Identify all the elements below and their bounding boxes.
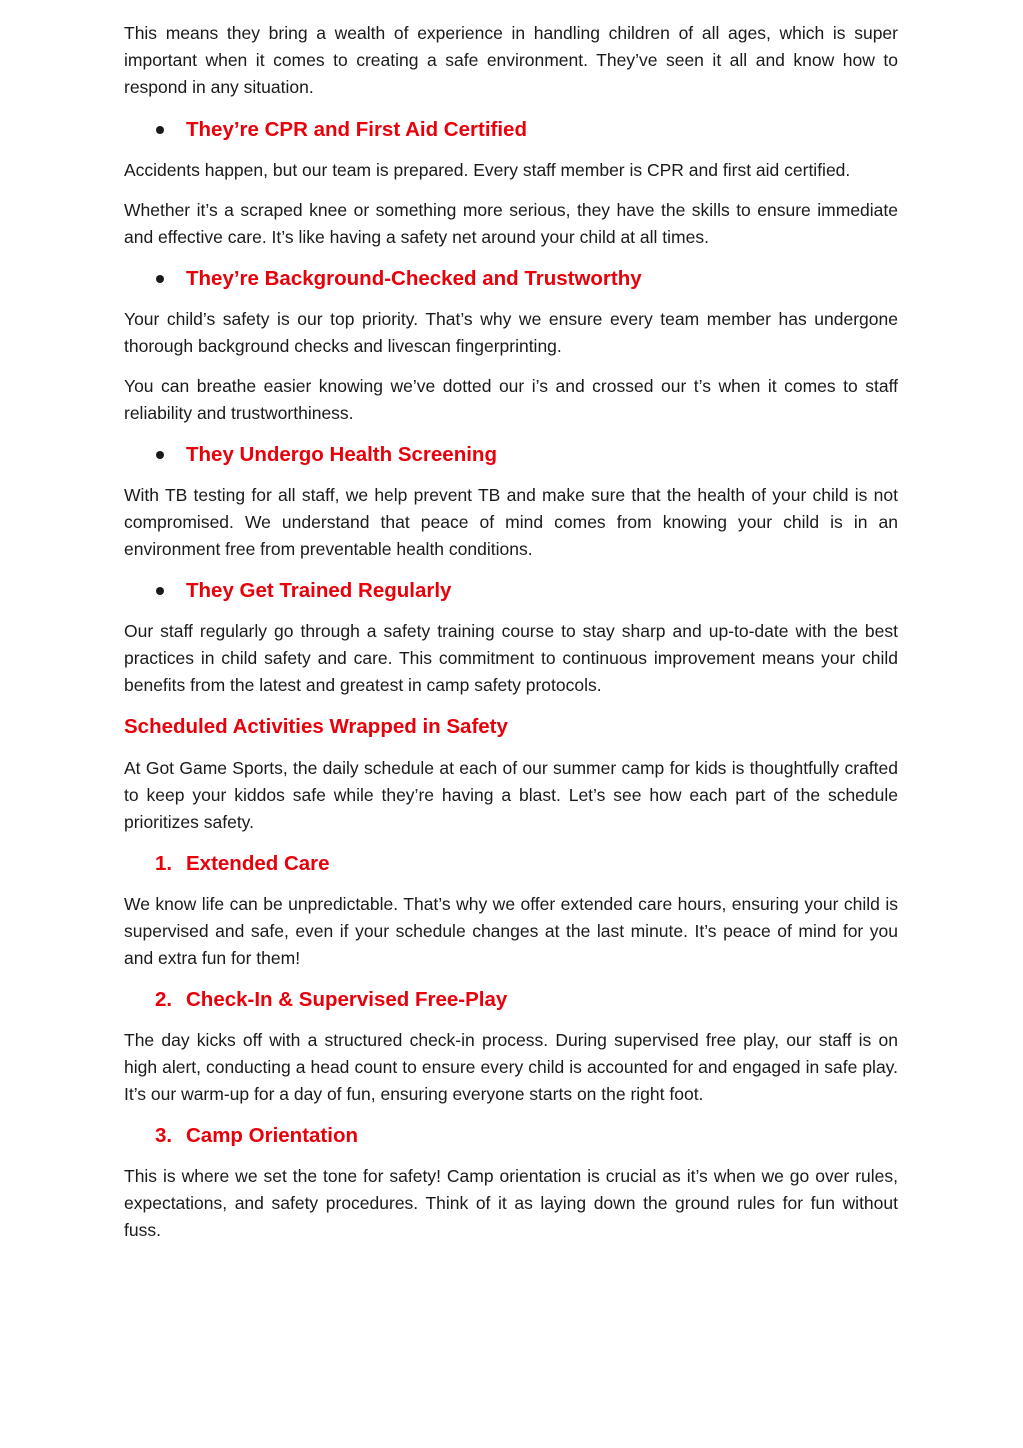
section-heading: Scheduled Activities Wrapped in Safety: [124, 715, 508, 738]
bullet-heading: [124, 440, 898, 470]
bullet-section-training: [124, 576, 898, 699]
numbered-heading-text: Extended Care: [186, 852, 330, 875]
bullet-heading-text: They Undergo Health Screening: [186, 443, 497, 466]
numbered-heading-text: Check-In & Supervised Free-Play: [186, 988, 508, 1011]
paragraph: This is where we set the tone for safety! Camp orientation is crucial as it’s when we go over rules, expectations, and safety procedures. Think of it as laying down the ground rules for fun without fuss.: [124, 1166, 898, 1240]
bullet-section-background: [124, 264, 898, 427]
numbered-heading: [124, 1121, 898, 1151]
numbered-item-extended-care: [124, 849, 898, 972]
paragraph: We know life can be unpredictable. That’s why we offer extended care hours, ensuring your child is supervised and safe, even if your schedule changes at the last minute. It’s peace of mind for you and extra fun for them!: [124, 894, 898, 968]
bullet-section-cpr: [124, 115, 898, 251]
section-intro-paragraph: At Got Game Sports, the daily schedule at each of our summer camp for kids is thoughtfully crafted to keep your kiddos safe while they’re having a blast. Let’s see how each part of the schedule prioritizes safety.: [124, 758, 898, 832]
numbered-heading-text: Camp Orientation: [186, 1124, 358, 1147]
paragraph: With TB testing for all staff, we help prevent TB and make sure that the health of your child is not compromised. We understand that peace of mind comes from knowing your child is in an environment free from preventable health conditions.: [124, 485, 898, 559]
bullet-icon: [124, 264, 186, 294]
item-number: 1.: [155, 852, 173, 875]
paragraph: You can breathe easier knowing we’ve dotted our i’s and crossed our t’s when it comes to staff reliability and trustworthiness.: [124, 376, 898, 423]
intro-paragraph: This means they bring a wealth of experience in handling children of all ages, which is super important when it comes to creating a safe environment. They’ve seen it all and know how to respond in any situation.: [124, 23, 898, 97]
bullet-icon: [124, 115, 186, 145]
paragraph: The day kicks off with a structured check-in process. During supervised free play, our staff is on high alert, conducting a head count to ensure every child is accounted for and engaged in safe play. It’s our warm-up for a day of fun, ensuring everyone starts on the right foot.: [124, 1030, 898, 1104]
bullet-icon: [124, 576, 186, 606]
document-page: [124, 20, 898, 1257]
bullet-heading-text: They’re CPR and First Aid Certified: [186, 118, 527, 141]
paragraph: Your child’s safety is our top priority. That’s why we ensure every team member has undergone thorough background checks and livescan fingerprinting.: [124, 309, 898, 356]
paragraph: Accidents happen, but our team is prepared. Every staff member is CPR and first aid certified.: [124, 160, 851, 180]
numbered-heading: [124, 985, 898, 1015]
numbered-item-orientation: [124, 1121, 898, 1244]
numbered-item-check-in: [124, 985, 898, 1108]
paragraph: Our staff regularly go through a safety training course to stay sharp and up-to-date with the best practices in child safety and care. This commitment to continuous improvement means your child benefits from the latest and greatest in camp safety protocols.: [124, 621, 898, 695]
bullet-icon: [124, 440, 186, 470]
bullet-section-health: [124, 440, 898, 563]
bullet-heading-text: They Get Trained Regularly: [186, 579, 452, 602]
numbered-heading: [124, 849, 898, 879]
item-number: 3.: [155, 1124, 173, 1147]
bullet-heading: [124, 115, 898, 145]
item-number: 2.: [155, 988, 173, 1011]
bullet-heading-text: They’re Background-Checked and Trustworthy: [186, 267, 642, 290]
bullet-heading: [124, 576, 898, 606]
paragraph: Whether it’s a scraped knee or something more serious, they have the skills to ensure immediate and effective care. It’s like having a safety net around your child at all times.: [124, 200, 898, 247]
bullet-heading: [124, 264, 898, 294]
